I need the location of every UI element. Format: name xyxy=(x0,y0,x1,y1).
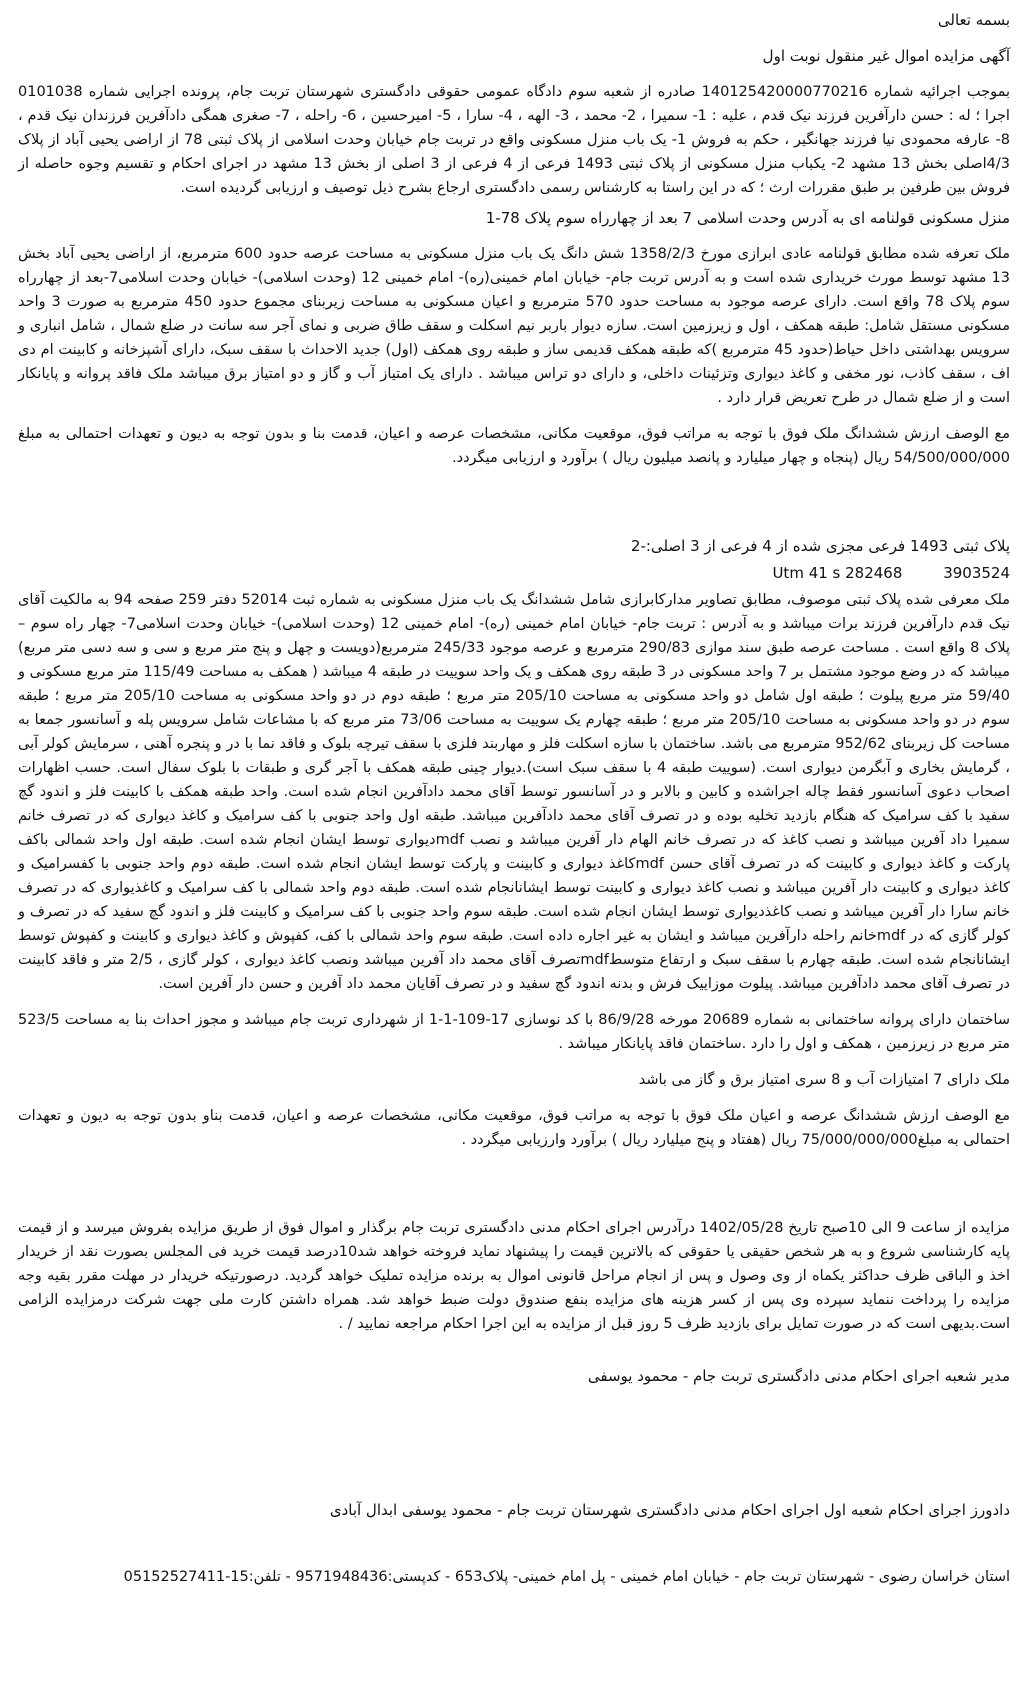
property2-heading: پلاک ثبتی 1493 فرعی مجزی شده از 4 فرعی از 3 اصلی:-2 xyxy=(630,537,1010,555)
manager-signature: مدیر شعبه اجرای احکام مدنی دادگستری تربت جام - محمود یوسفی xyxy=(587,1367,1010,1385)
utm-value: 3903524 xyxy=(943,564,1010,582)
utm-label: Utm 41 s 282468 xyxy=(772,564,903,582)
basmala: بسمه تعالی xyxy=(937,11,1010,29)
property1-heading: منزل مسکونی قولنامه ای به آدرس وحدت اسلامی 7 بعد از چهارراه سوم پلاک 78-1 xyxy=(485,209,1010,227)
footer-address: استان خراسان رضوی - شهرستان تربت جام - خیابان امام خمینی - پل امام خمینی- پلاک653 - کدپستی:9571948436 - تلفن:15-05152527411 xyxy=(123,1568,1010,1585)
property2-valuation: مع الوصف ارزش ششدانگ عرصه و اعیان ملک فوق با توجه به مراتب فوق، موقعیت مکانی، مشخصات عرصه و اعیان، قدمت بناو بدون توجه به دیون و تعهدات احتمالی به مبلغ75/000/000/000 ریال (هفتاد و پنج میلیارد ریال ) برآورد وارزیابی میگردد . xyxy=(18,1108,1010,1148)
property2-permit: ساختمان دارای پروانه ساختمانی به شماره 20689 مورخه 86/9/28 با کد نوسازی 17-109-1-1 از شهرداری تربت جام میباشد و مجوز احداث بنا به مساحت 523/5 متر مربع در زیرزمین ، همکف و اول را دارد .ساختمان فاقد پایانکار میباشد . xyxy=(18,1012,1011,1052)
property2-description: ملک معرفی شده پلاک ثبتی موصوف، مطابق تصاویر مدارکابرازی شامل ششدانگ یک باب منزل مسکونی به شماره ثبت 52014 دفتر 259 صفحه 94 به مالکیت آقای نیک قدم دارآفرین فرزند برات میباشد و به آدرس : تربت جام- خیابان امام خمینی (ره)- امام خمینی 12 (وحدت اسلامی)- خیابان وحدت اسلامی7- چهار راه سوم – پلاک 8 واقع است . مساحت عرصه طبق سند موازی 290/83 مترمربع و عرصه موجود 245/33 مترمربع(دویست و چهل و پنج متر مربع و سی و سه دسی متر مربع) میباشد که در وضع موجود مشتمل بر 7 واحد مسکونی در 3 طبقه روی همکف و یک واحد سوییت در طبقه 4 میباشد ( همکف به مساحت 115/49 متر مربع مسکونی و 59/40 متر مربع پیلوت ؛ طبقه اول شامل دو واحد مسکونی به مساحت 205/10 متر مربع ؛ طبقه دوم در دو واحد مسکونی به مساحت 205/10 متر مربع ؛ طبقه سوم در دو واحد مسکونی به مساحت 205/10 متر مربع ؛ طبقه چهارم یک سوییت به مساحت 73/06 متر مربع که با مشاعات شامل سرویس پله و آسانسور جمعا به مساحت کل زیربنای 952/62 مترمربع می باشد. ساختمان با سازه اسکلت فلز و مهاربند فلزی با سقف تیرچه بلوک و فاقد نما با در و پنجره آهنی ، سرمایش کولر آبی ، گرمایش بخاری و آبگرمن دیواری است. (سوییت طبقه 4 با سقف سبک است).دیوار چینی طبقه همکف با آجر گری و طبقات با بلوک سفال است. حسب اظهارات اصحاب دعوی آسانسور فقط چاله اجراشده و کابین و بالابر و در آسانسور توسط آقای محمد دادآفرین انجام شده است. واحد طبقه همکف با کابینت فلز و اندود گچ سفید با کف سرامیک که هنگام بازدید تخلیه بوده و در تصرف آقای محمد دادآفرین میباشد. طبقه اول واحد جنوبی با کف سرامیک و کاغذ دیواری که در تصرف خانم سمیرا داد آفرین میباشد و نصب کاغذ که در تصرف خانم الهام دار آفرین میباشد و نصب mdfدیواری توسط ایشان انجام شده است. طبقه اول واحد شمالی باکف پارکت و کاغذ دیواری و کابینت که در تصرف آقای حسن mdfکاغذ دیواری و کابینت و پارکت توسط ایشان انجام شده است. طبقه دوم واحد جنوبی با کفسرامیک و کاغذ دیواری و کابینت دار آفرین میباشد و نصب کاغذ دیواری و کابینت توسط ایشانانجام شده است. طبقه دوم واحد شمالی با کف سرامیک و کاغذیواری که در تصرف خانم سارا دار آفرین میباشد و نصب کاغذدیواری توسط ایشان انجام شده است. طبقه سوم واحد جنوبی با کف سرامیک و کابینت فلز و اندود گچ سفید که در تصرف و کولر گازی که در mdfخانم راحله دارآفرین میباشد و ایشان به غیر اجاره داده است. طبقه سوم واحد شمالی با کف، کفپوش و کاغذ دیواری و کابینت و کفپوش توسط ایشانانجام شده است. طبقه چهارم با سقف سبک و ارتفاع متوسطmdfتصرف آقای محمد داد آفرین میباشد ونصب کاغذ دیواری ، کولر گازی ، 2/5 متر و فاقد کابینت در تصرف آقای محمد دادآفرین میباشد. پیلوت موزاییک فرش و بدنه اندود گچ سفید و در تصرف آقایان محمد داد آفرین و حسن دار آفرین است. xyxy=(18,592,1011,992)
property1-description: ملک تعرفه شده مطابق قولنامه عادی ابرازی مورخ 1358/2/3 شش دانگ یک باب منزل مسکونی به مساحت عرصه حدود 600 مترمربع، از اراضی یحیی آباد بخش 13 مشهد توسط مورث خریداری شده است و به آدرس تربت جام- خیابان امام خمینی(ره)- امام خمینی 12 (وحدت اسلامی)- خیابان وحدت اسلامی7-بعد از چهارراه سوم پلاک 78 واقع است. دارای عرصه موجود به مساحت حدود 570 مترمربع و اعیان مسکونی به مساحت زیربنای مجموع حدود 450 مترمربع به صورت 3 واحد مسکونی مستقل شامل: طبقه همکف ، اول و زیرزمین است. سازه دیوار باربر نیم اسکلت و سقف طاق ضربی و نمای آجر سه سانت در ضلع شمال ، شامل انباری و سرویس بهداشتی داخل حیاط(حدود 45 مترمربع )که طبقه همکف قدیمی ساز و طبقه روی همکف (اول) جدید الاحداث با سقف سبک، دارای آشپزخانه و کابینت ام دی اف ، سقف کاذب، نور مخفی و کاغذ دیواری وتزئینات داخلی، و دارای دو تراس میباشد . دارای یک امتیاز آب و گاز و دو امتیاز برق میباشد ملک فاقد پروانه و پایانکار است و از ضلع شمال در طرح تعریض قرار دارد . xyxy=(18,246,1011,406)
officer-signature: دادورز اجرای احکام شعبه اول اجرای احکام مدنی دادگستری شهرستان تربت جام - محمود یوسفی ابدال آبادی xyxy=(329,1501,1010,1519)
notice-title: آگهی مزایده اموال غیر منقول نوبت اول xyxy=(762,47,1010,65)
intro-paragraph: بموجب اجرائیه شماره 140125420000770216 صادره از شعبه سوم دادگاه عمومی حقوقی دادگستری شهرستان تربت جام، پرونده اجرایی شماره 0101038 اجرا ؛ له : حسن دارآفرین فرزند نیک قدم ، علیه : 1- سمیرا ، 2- محمد ، 3- الهه ، 4- سارا ، 5- امیرحسین ، 6- راحله ، 7- صغری همگی دادآفرین فرزندان نیک قدم ، 8- عارفه محمودی نیا فرزند جهانگیر ، حکم به فروش 1- یک باب منزل مسکونی واقع در تربت جام خیابان وحدت اسلامی از پلاک ثبتی 78 از اراضی یحیی آباد از پلاک 4/3اصلی بخش 13 مشهد 2- یکباب منزل مسکونی از پلاک ثبتی 1493 فرعی از 4 فرعی از 3 اصلی از بخش 13 مشهد در اجرای احکام و تقسیم وجوه حاصله از فروش بین طرفین بر طبق مقررات ارث ؛ که در این راستا به کارشناس رسمی دادگستری ارجاع بشرح ذیل توصیف و ارزیابی گردیده است. xyxy=(18,84,1010,196)
property2-utilities: ملک دارای 7 امتیازات آب و 8 سری امتیاز برق و گاز می باشد xyxy=(638,1072,1010,1088)
auction-terms: مزایده از ساعت 9 الی 10صبح تاریخ 1402/05/28 درآدرس اجرای احکام مدنی دادگستری تربت جام برگذار و اموال فوق از طریق مزایده بفروش میرسد و از قیمت پایه کارشناسی شروع و به هر شخص حقیقی یا حقوقی که بالاترین قیمت را پیشنهاد نماید فروخته خواهد شد10درصد قیمت خرید فی المجلس بصورت نقد از خریدار اخذ و الباقی ظرف حداکثر یکماه از وی وصول و پس از انجام مراحل قانونی اموال به برنده مزایده تملیک خواهد گردید. درصورتیکه خریدار در مهلت مقرر بقیه وجه مزایده را پرداخت ننماید سپرده وی پس از کسر هزینه های مزایده بنفع صندوق دولت ضبط خواهد شد. همراه داشتن کارت ملی جهت شرکت درمزایده الزامی است.بدیهی است که در صورت تمایل برای بازدید ظرف 5 روز قبل از مزایده به این اجرا احکام مراجعه نمایید / . xyxy=(18,1220,1010,1332)
property1-valuation: مع الوصف ارزش ششدانگ ملک فوق با توجه به مراتب فوق، موقعیت مکانی، مشخصات عرصه و اعیان، قدمت بنا و بدون توجه به دیون و تعهدات احتمالی به مبلغ 54/500/000/000 ریال (پنجاه و چهار میلیارد و پانصد میلیون ریال ) برآورد و ارزیابی میگردد. xyxy=(18,426,1010,466)
utm-coordinates xyxy=(18,560,1010,586)
